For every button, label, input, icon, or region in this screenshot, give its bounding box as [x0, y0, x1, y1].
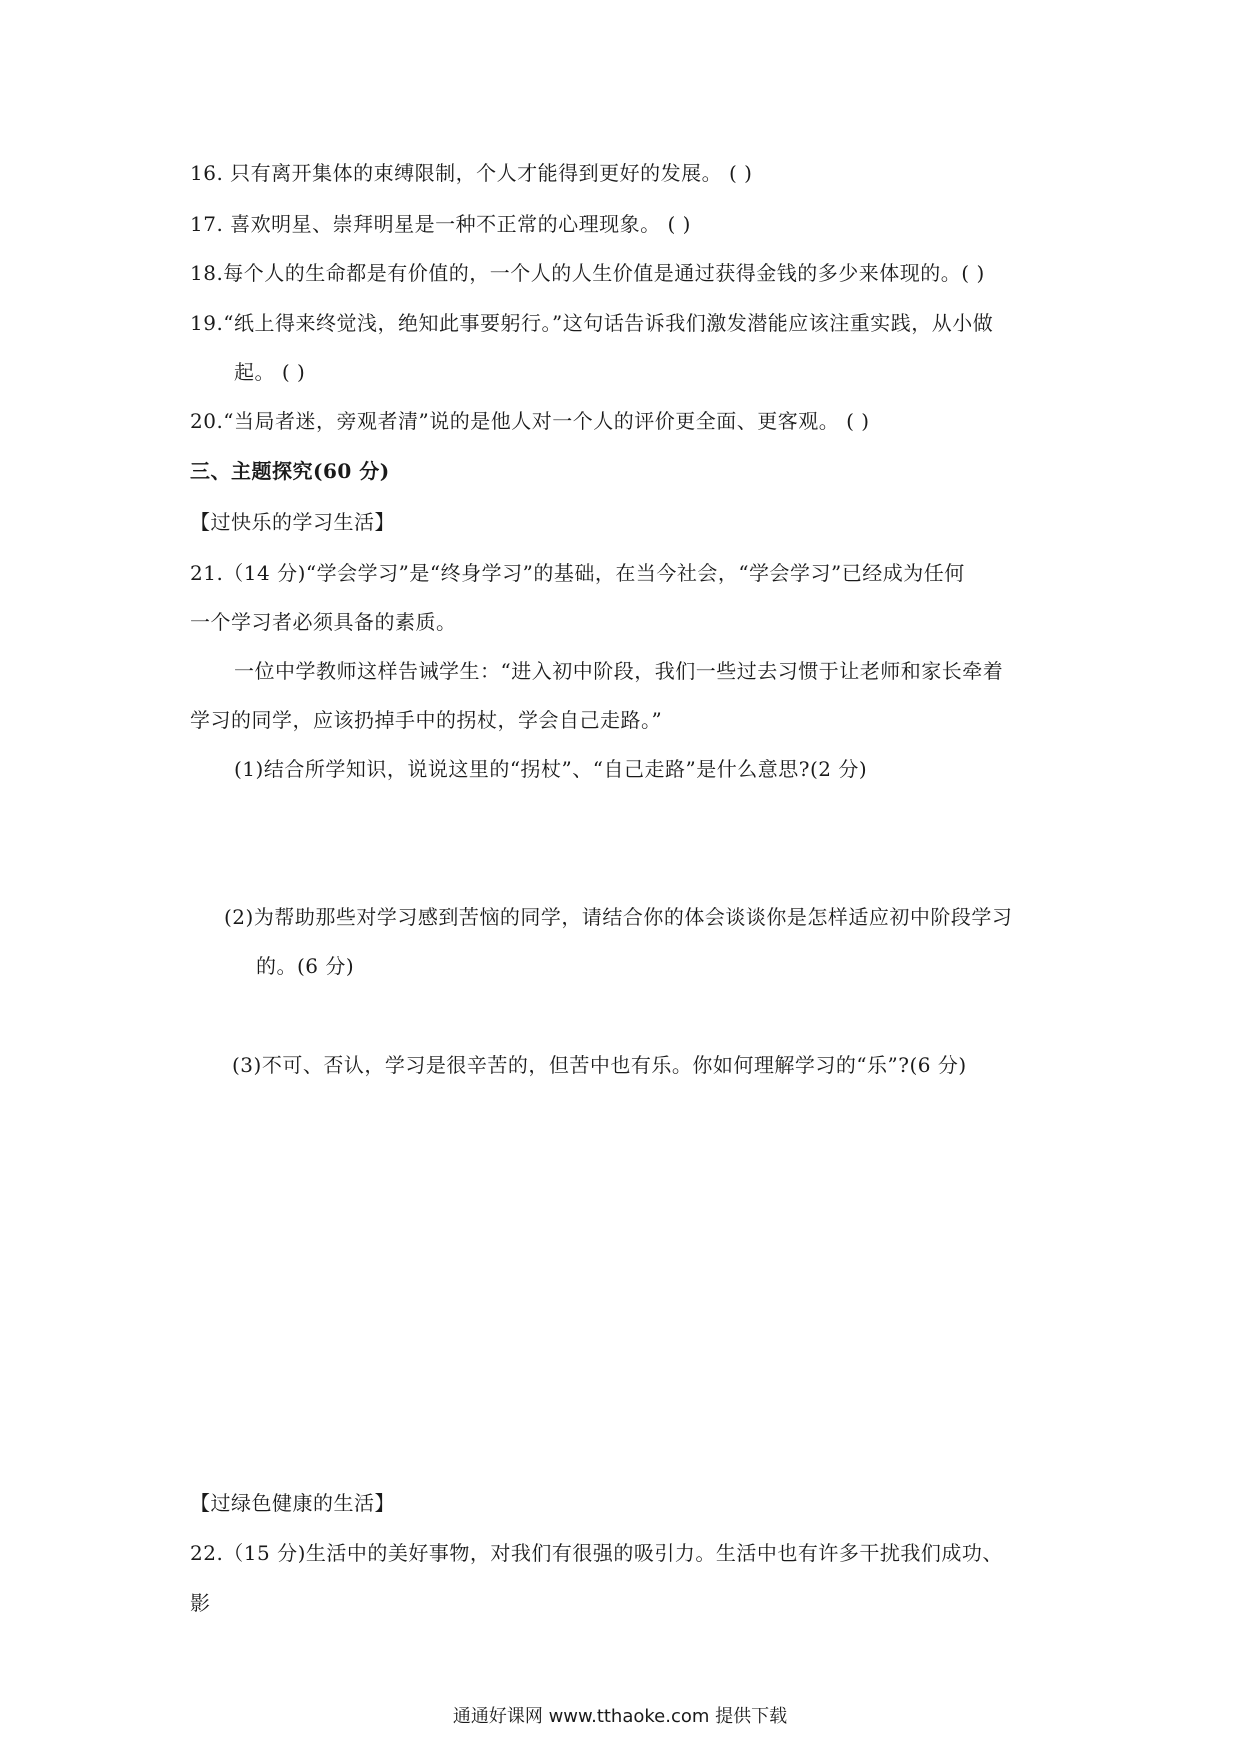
section-title: 三、主题探究(60 分) — [190, 459, 390, 483]
topic-heading-learning: 【过快乐的学习生活】 — [190, 510, 395, 534]
q21-sub1: (1)结合所学知识，说说这里的“拐杖”、“自己走路”是什么意思?(2 分) — [234, 757, 868, 781]
q21-sub3: (3)不可、否认，学习是很辛苦的，但苦中也有乐。你如何理解学习的“乐”?(6 分) — [232, 1053, 967, 1077]
q22-line1: 22.（15 分)生活中的美好事物，对我们有很强的吸引力。生活中也有许多干扰我们成功、 — [190, 1541, 1003, 1565]
q21-sub2-line2: 的。(6 分) — [256, 954, 355, 978]
judgment-item-16: 16. 只有离开集体的束缚限制，个人才能得到更好的发展。 ( ) — [190, 161, 753, 185]
judgment-item-20: 20.“当局者迷，旁观者清”说的是他人对一个人的评价更全面、更客观。 ( ) — [190, 409, 870, 433]
judgment-item-18: 18.每个人的生命都是有价值的，一个人的人生价值是通过获得金钱的多少来体现的。( ) — [190, 261, 985, 285]
q22-line2: 影 — [190, 1591, 211, 1615]
q21-line2: 一个学习者必须具备的素质。 — [190, 610, 457, 634]
judgment-item-19: 19.“纸上得来终觉浅，绝知此事要躬行。”这句话告诉我们激发潜能应该注重实践，从小做 — [190, 311, 994, 335]
q21-para2: 学习的同学，应该扔掉手中的拐杖，学会自己走路。” — [190, 708, 663, 732]
q21-line1: 21.（14 分)“学会学习”是“终身学习”的基础，在当今社会，“学会学习”已经成为任何 — [190, 561, 965, 585]
topic-heading-green-life: 【过绿色健康的生活】 — [190, 1491, 395, 1515]
footer-source: 通通好课网 www.tthaoke.com 提供下载 — [452, 1706, 788, 1727]
q21-sub2-line1: (2)为帮助那些对学习感到苦恼的同学，请结合你的体会谈谈你是怎样适应初中阶段学习 — [224, 905, 1013, 929]
judgment-item-17: 17. 喜欢明星、崇拜明星是一种不正常的心理现象。 ( ) — [190, 212, 691, 236]
judgment-item-19-cont: 起。 ( ) — [234, 360, 306, 384]
q21-para1: 一位中学教师这样告诫学生：“进入初中阶段，我们一些过去习惯于让老师和家长牵着 — [234, 659, 1004, 683]
